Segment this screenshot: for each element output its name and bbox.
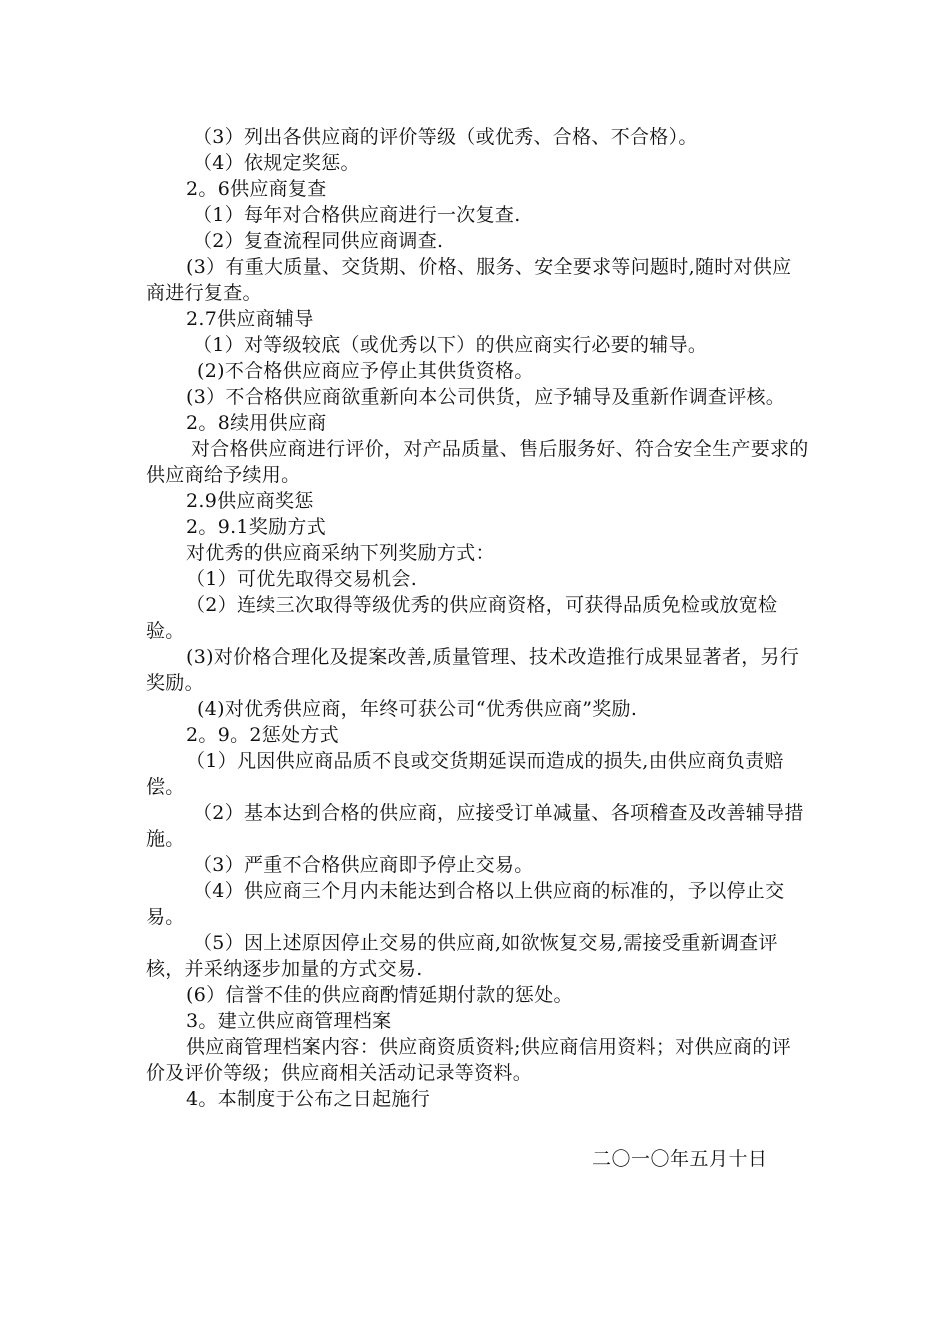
paragraph: (3）有重大质量、交货期、价格、服务、安全要求等问题时,随时对供应商进行复查。 bbox=[146, 256, 792, 304]
paragraph: （2）基本达到合格的供应商，应接受订单减量、各项稽查及改善辅导措施。 bbox=[146, 802, 804, 850]
paragraph: (4)对优秀供应商，年终可获公司“优秀供应商”奖励. bbox=[197, 698, 638, 720]
paragraph: （3）严重不合格供应商即予停止交易。 bbox=[193, 854, 534, 876]
section-heading: 4。本制度于公布之日起施行 bbox=[186, 1088, 430, 1110]
paragraph: （4）供应商三个月内未能达到合格以上供应商的标准的，予以停止交易。 bbox=[146, 880, 785, 928]
paragraph: （2）复查流程同供应商调查. bbox=[193, 230, 444, 252]
subsection-heading: 2。9.1奖励方式 bbox=[186, 516, 327, 538]
paragraph: （1）可优先取得交易机会. bbox=[186, 568, 418, 590]
paragraph: 对合格供应商进行评价，对产品质量、售后服务好、符合安全生产要求的供应商给予续用。 bbox=[146, 438, 809, 486]
paragraph: （2）连续三次取得等级优秀的供应商资格，可获得品质免检或放宽检验。 bbox=[146, 594, 778, 642]
document-date: 二〇一〇年五月十日 bbox=[592, 1148, 768, 1170]
paragraph: （3）列出各供应商的评价等级（或优秀、合格、不合格）。 bbox=[193, 126, 698, 148]
paragraph: （4）依规定奖惩。 bbox=[193, 152, 360, 174]
paragraph: （5）因上述原因停止交易的供应商,如欲恢复交易,需接受重新调查评核，并采纳逐步加量的方式交易. bbox=[146, 932, 778, 980]
section-heading: 3。建立供应商管理档案 bbox=[186, 1010, 392, 1032]
document-body bbox=[146, 124, 810, 1112]
paragraph: 对优秀的供应商采纳下列奖励方式： bbox=[186, 542, 495, 564]
paragraph: （1）每年对合格供应商进行一次复查. bbox=[193, 204, 521, 226]
paragraph: (6）信誉不佳的供应商酌情延期付款的惩处。 bbox=[186, 984, 573, 1006]
subsection-heading: 2。9。2惩处方式 bbox=[186, 724, 339, 746]
paragraph: （1）对等级较底（或优秀以下）的供应商实行必要的辅导。 bbox=[193, 334, 708, 356]
paragraph: 供应商管理档案内容：供应商资质资料;供应商信用资料；对供应商的评价及评价等级；供应商相关活动记录等资料。 bbox=[146, 1036, 792, 1084]
paragraph: (3）不合格供应商欲重新向本公司供货，应予辅导及重新作调查评核。 bbox=[186, 386, 786, 408]
paragraph: (2)不合格供应商应予停止其供货资格。 bbox=[197, 360, 534, 382]
paragraph: (3)对价格合理化及提案改善,质量管理、技术改造推行成果显著者，另行奖励。 bbox=[146, 646, 800, 694]
section-heading: 2.7供应商辅导 bbox=[186, 308, 314, 330]
section-heading: 2。8续用供应商 bbox=[186, 412, 327, 434]
paragraph: （1）凡因供应商品质不良或交货期延误而造成的损失,由供应商负责赔偿。 bbox=[146, 750, 784, 798]
section-heading: 2.9供应商奖惩 bbox=[186, 490, 314, 512]
section-heading: 2。6供应商复查 bbox=[186, 178, 327, 200]
